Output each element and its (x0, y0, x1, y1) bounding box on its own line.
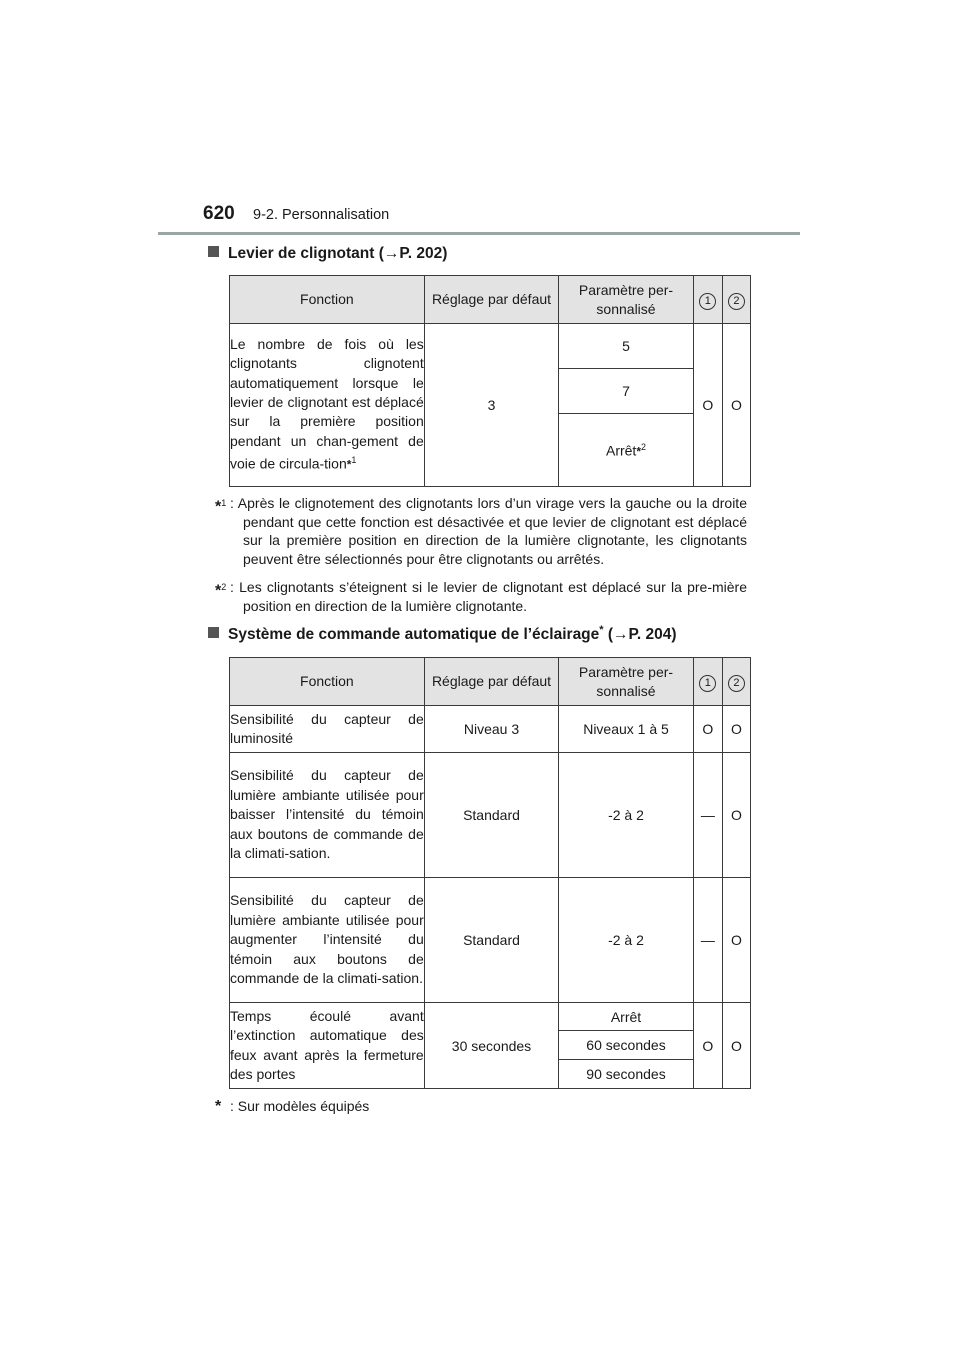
col2-cell: O (722, 324, 750, 487)
header-rule (158, 232, 800, 235)
header-parametre: Paramètre per-sonnalisé (559, 276, 694, 324)
header-col1 (693, 276, 722, 324)
page-header (203, 203, 800, 235)
param-cell: -2 à 2 (559, 878, 694, 1003)
param-cell: Arrêt (559, 1003, 694, 1031)
table-header-row (230, 658, 751, 706)
col1-cell: — (693, 753, 722, 878)
table-row (230, 878, 751, 1003)
header-reglage: Réglage par défaut (424, 658, 559, 706)
default-cell: Niveau 3 (424, 706, 559, 753)
fonction-cell: Sensibilité du capteur de luminosité (230, 706, 425, 753)
header-col2 (722, 276, 750, 324)
square-bullet-icon (208, 246, 219, 257)
circled-1-icon: 1 (699, 293, 716, 310)
footnote-equipped: * : Sur modèles équipés (215, 1098, 370, 1115)
page-number: 620 (203, 203, 235, 224)
col2-cell: O (722, 1003, 750, 1089)
fonction-cell: Sensibilité du capteur de lumière ambiante utilisée pour augmenter l’intensité du témoin aux boutons de commande de la climati-sation. (230, 878, 425, 1003)
footnote-2: *$^2$ : Les clignotants s’éteignent si le levier de clignotant est déplacé sur la pre-mière position en direction de la lumière clignotante. (215, 579, 747, 614)
param-cell: -2 à 2 (559, 753, 694, 878)
param-cell: 7 (559, 369, 694, 414)
col1-cell: O (693, 706, 722, 753)
table-row (230, 324, 751, 369)
header-fonction: Fonction (230, 658, 425, 706)
circled-2-icon: 2 (728, 675, 745, 692)
header-col2 (722, 658, 750, 706)
header-parametre: Paramètre per-sonnalisé (559, 658, 694, 706)
param-cell: 60 secondes (559, 1031, 694, 1060)
table-row (230, 753, 751, 878)
table-row (230, 1003, 751, 1031)
col2-cell: O (722, 706, 750, 753)
square-bullet-icon (208, 627, 219, 638)
header-col1 (693, 658, 722, 706)
param-cell: Niveaux 1 à 5 (559, 706, 694, 753)
header-reglage: Réglage par défaut (424, 276, 559, 324)
turn-signal-table (229, 275, 751, 487)
section-title-auto-lighting: Système de commande automatique de l’éclairage* (→P. 204) (208, 624, 677, 644)
chapter-title: 9-2. Personnalisation (253, 207, 390, 223)
col2-cell: O (722, 753, 750, 878)
auto-lighting-table (229, 657, 751, 1089)
default-cell: Standard (424, 753, 559, 878)
table-header-row (230, 276, 751, 324)
param-cell: 90 secondes (559, 1060, 694, 1089)
param-cell: Arrêt*$^2$ (559, 414, 694, 487)
col1-cell: O (693, 324, 722, 487)
col2-cell: O (722, 878, 750, 1003)
param-cell: 5 (559, 324, 694, 369)
col1-cell: — (693, 878, 722, 1003)
table-row (230, 706, 751, 753)
header-fonction: Fonction (230, 276, 425, 324)
section-title-turn-signal: Levier de clignotant (→P. 202) (208, 245, 447, 263)
col1-cell: O (693, 1003, 722, 1089)
circled-1-icon: 1 (699, 675, 716, 692)
fonction-cell: Le nombre de fois où les clignotants clignotent automatiquement lorsque le levier de clignotant est déplacé sur la première position pendant un chan-gement de voie de circula-tion*$^1$ (230, 324, 425, 487)
default-cell: 3 (424, 324, 559, 487)
default-cell: Standard (424, 878, 559, 1003)
fonction-cell: Temps écoulé avant l’extinction automatique des feux avant après la fermeture des portes (230, 1003, 425, 1089)
footnote-1: *$^1$ : Après le clignotement des clignotants lors d’un virage vers la gauche ou la droite pendant que cette fonction est désactivée et que levier de clignotant est déplacé sur la première position en direction de la lumière clignotante, les clignotants peuvent être sélectionnés pour être clignotants ou arrêtés. (215, 495, 747, 567)
default-cell: 30 secondes (424, 1003, 559, 1089)
fonction-cell: Sensibilité du capteur de lumière ambiante utilisée pour baisser l’intensité du témoin aux boutons de commande de la climati-sation. (230, 753, 425, 878)
circled-2-icon: 2 (728, 293, 745, 310)
